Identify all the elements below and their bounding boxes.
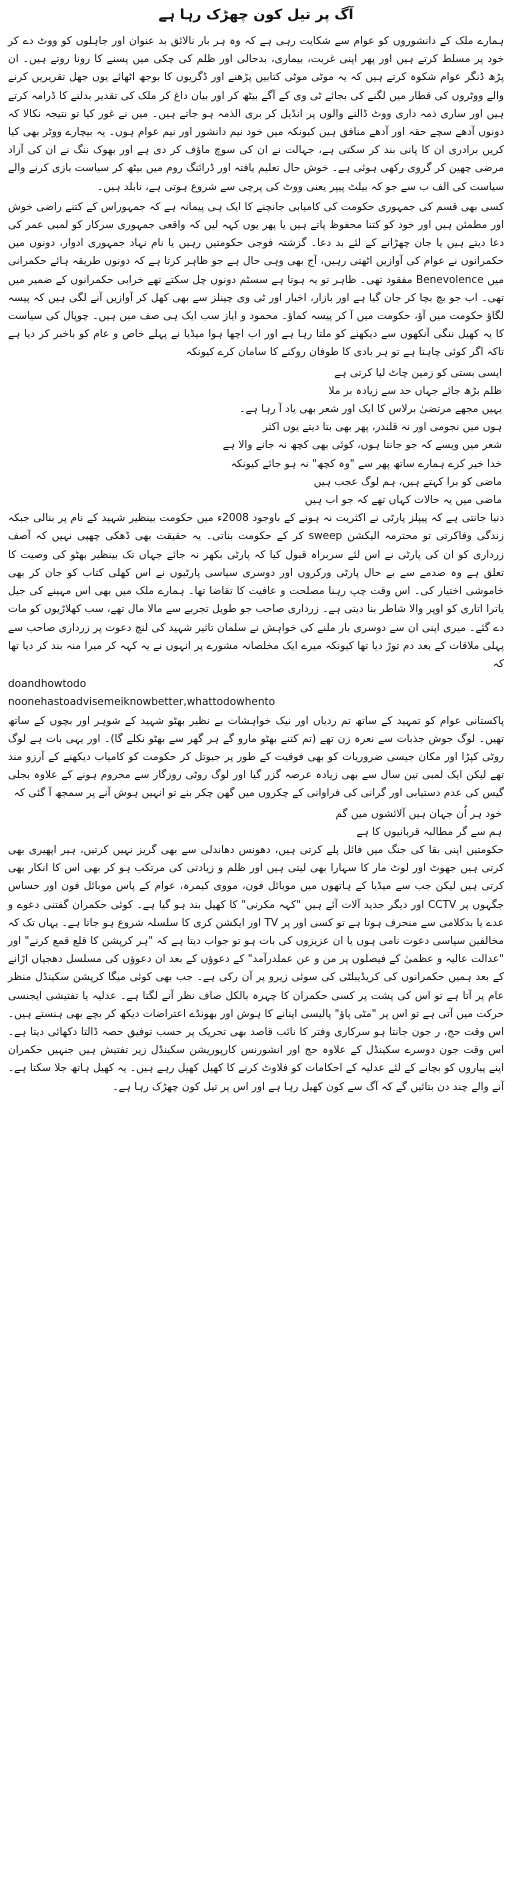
paragraph-5: حکومتیں اپنی بقا کی جنگ میں فائل پلے کرتی ہیں، دھونس دھاندلی سے بھی گریز نہیں کرتیں، ہیر اپھیری بھی کرتی ہیں جھوٹ اور لوٹ مار کا سہارا بھی لیتی ہیں اور ظلم و زیادتی کی مرتکب ہو کر بھی اس کا انکار بھی کرتی ہیں لیکن جب سے میڈیا کے ہاتھوں میں موبائل فون، مووی کیمرہ، عوام کے پاس موبائل فون اور حساس جگہوں پر CCTV اور دیگر جدید آلات آئے ہیں "کہہ مکرنی" کا کھیل بند ہو گیا ہے۔ کوئی حکمران گفتنی دعوے و عدے یا بدکلامی سے منحرف ہوتا ہے تو کسی اور پر TV اور ایکشن کری کا سلسلہ شروع ہو جاتا ہے۔ یہاں تک کہ مخالفین سیاسی دعوت نامی ہوں یا ان عزیزوں کی بات ہو تو جواب دیتا ہے کہ "ہر کرپشن کا قلع قمع کرنے" اور "عدالت عالیہ و عظمیٰ کے فیصلوں پر من و عن عملدرآمد" کے دعوؤں کے بعد ان دعوؤں کی مسلسل دھجیاں اڑانے کے بعد ہمیں حکمرانوں کی کریڈیبلٹی کی سوئی زیرو پر آن رکی ہے۔ جب بھی کوئی میگا کرپشن سکینڈل منظر عام پر آتا ہے تو اس کی پشت پر کسی حکمران کا چہرہ بالکل صاف نظر آنے لگتا ہے۔ عدلیہ یا تفتیشی ایجنسی حرکت میں آتی ہے تو اس پر "مٹی پاؤ" پالیسی اپنانے کا ہوش اور بھونڈے اعتراضات دیکھ کر بچے بھی ہنستے ہیں۔ اس وقت حج، ر جون جانتا ہو سرکاری وفتر کا نائب قاصد بھی تحریک پر حسب توفیق حصہ ڈالتا دکھائی دیتا ہے۔ اس وقت جون دوسرے سکینڈل کے علاوہ حج اور انشورنس کارپوریشن سکینڈل زیر تفتیش ہیں جنہیں حکمران اپنے پیاروں کو بچانے کے لئے عدلیہ کے احکامات کو فلاوٹ کرنے کا کھیل کھیل رہے ہیں۔ یہ کھیل ہاتھ جلا سکتا ہے۔ آنے والے چند دن بتائیں گے کہ آگ سے کون کھیل رہا ہے اور اس پر تیل کون چھڑک رہا ہے۔ — [8, 843, 504, 1093]
verse-line: ایسی بستی کو زمین چاٹ لیا کرتی ہے — [334, 366, 502, 379]
latin-term-benevolence: Benevolence — [415, 273, 484, 286]
english-quote-line-1: doandhowtodo — [8, 678, 87, 691]
verse-line: یہیں مجھے مرتضیٰ برلاس کا ایک اور شعر بھی یاد آ رہا ہے۔ — [239, 403, 502, 416]
article-body — [8, 32, 504, 1096]
verse-line: شعر میں ویسے کہ جو جانتا ہوں، کوئی بھی کچھ نہ جانے والا ہے — [222, 439, 502, 452]
paragraph-2 — [8, 198, 504, 362]
verse-line: ماضی کو برا کہتے ہیں، ہم لوگ عجب ہیں — [313, 475, 502, 488]
verse-line: ماضی میں یہ حالات کہاں تھے کہ جو اب ہیں — [304, 494, 502, 507]
verse-line: ہم سے گر مطالبہ قربانیوں کا ہے — [356, 825, 502, 838]
verse-line: خود ہر اُن جہان ہیں آلائشوں میں گم — [335, 807, 502, 820]
article-title: آگ پر تیل کون چھڑک رہا ہے — [158, 7, 354, 23]
paragraph-2-part-b: مفقود تھی۔ ظاہر تو یہ ہوتا ہے سسٹم دونوں چل سکتے تھے خرابی حکمرانوں کے ضمیر میں تھی۔ اب جو بچ بچا کر جان گیا ہے اور بازار، اخبار اور ٹی وی چینلز سے بھی کھل کر آوازیں آنے لگی ہیں کہ پیسہ لگاؤ حکومت میں آؤ، حکومت میں آ کر پیسہ کماؤ۔ محمود و ایاز سب ایک ہی صف میں ہیں۔ چوپال کی سیاست کا یہ کھیل ننگی آنکھوں سے دیکھنے کو ملتا رہا ہے اور اب اچھا ہوا میڈیا نے پہلے خاص و عام کو باخبر کر دیا ہے تاکہ اگر کوئی چاہتا ہے تو ہر بادی کا طوفان روکنے کا سامان کرے کیونکہ — [8, 273, 504, 359]
verse-line: خدا خیر کرے ہمارے ساتھ پھر سے "وہ کچھ" نہ ہو جائے کیونکہ — [230, 457, 502, 470]
paragraph-4: پاکستانی عوام کو تمہید کے ساتھ تم ردیاں اور نیک خواہشات بے نظیر بھٹو شہید کے شوہر اور بچوں کے ساتھ تھیں۔ لوگ جوش جذبات سے نعرہ زن تھے (تم کتنے بھٹو مارو گے ہر گھر سے بھٹو نکلے گا)۔ اور یہی بات ہے لوگ روٹی کپڑا اور مکان جیسی ضروریات کو بھی فوقیت کے طور پر جیوتل کر حکومت کو کامیاب دیکھنے کے آرزو مند تھے لیکن ایک لمبی تین سال سے بھی زیادہ عرصہ گزر گیا اور لوگ روٹی روزگار سے محروم ہونے کے علاوہ بجلی گیس کی عدم دستیابی اور گرانی کی فراوانی کے چکروں میں گھن چکر بنے تو انہیں ہوش آنے پر سمجھ آ گئی کہ — [8, 714, 504, 800]
paragraph-3: دنیا جانتی ہے کہ پیپلز پارٹی نے اکثریت نہ ہونے کے باوجود 2008ء میں حکومت بینظیر شہید کے نام پر بنالی جبکہ زندگی وفاکرتی تو محترمہ الیکشن sweep کر کے حکومت بناتی۔ یہ حقیقت بھی ڈھکی چھپی نہیں کہ آصف زرداری کو ان کی پارٹی نے اس لئے سربراہ قبول کیا کہ پارٹی بکھر نہ جائے جہاں تک بینظیر بھٹو کی وصیت کا تعلق ہے وہ صدمے سے بے حال پارٹی ورکروں اور دوسری سیاسی پارٹیوں نے اس کھلی کتاب کو جان کر بھی خاموشی اختیار کی۔ اس وقت چپ رہنا مصلحت و عافیت کا تقاضا تھا۔ ہمارے ملک میں بھی اس مہینے کی جیل یاترا اتاری کو اوپر والا شاطر بنا دیتی ہے۔ زرداری صاحب جو طویل تجربے سے مالا مال تھے، سب کھلاڑیوں کو مات دے گئے۔ میری اپنی ان سے دوسری بار ملنے کی خواہش نے سلمان تاثیر شہید کی لنچ دعوت پر زرداری صاحب سے پہلی ملاقات کے بعد دم توڑ دیا تھا کیونکہ میرے ایک مخلصانہ مشورے پر انہوں نے یہ کہہ کر میرا منہ بند کر دیا تھا کہ — [8, 512, 505, 670]
verse-line: ظلم بڑھ جائے جہاں حد سے زیادہ بر ملا — [328, 384, 502, 397]
verse-line: ہوں میں نجومی اور نہ قلندر، پھر بھی بتا دیتے یوں اکثر — [262, 421, 502, 434]
paragraph-1: ہمارے ملک کے دانشوروں کو عوام سے شکایت رہی ہے کہ وہ ہر بار نالائق بد عنوان اور جاہلوں کو ووٹ دے کر خود پر مسلط کرتے ہیں اور پھر اپنی غربت، بیماری، بدحالی اور ظلم کی چکی میں پسنے کا رونا روتے ہیں۔ ان پڑھ ڈنگر عوام شکوہ کرتے ہیں کہ یہ موٹی موٹی کتابیں پڑھنے اور ڈگریوں کا بوجھ اٹھائے یوں جھل تقریریں کرنے والے ووٹروں کی قطار میں لگنے کی بجائے ٹی وی کے آگے بیٹھ کر اور بیان داغ کر ملک کی تقدیر بدلنے کا ڈرامہ کرتے ہیں اور ساری ذمہ داری ووٹ ڈالنے والوں پر انڈیل کر بری الذمہ ہو جاتے ہیں۔ میں نے غور کیا تو نتیجہ نکالا کہ دونوں آدھے سچے حقہ اور آدھے منافق ہیں کیونکہ میں خود نیم دانشور اور نیم عوام ہوں۔ یہ بیچارے ووٹر بھی کیا کریں برادری ان کا پانی بند کر سکتی ہے، جہالت نے ان کی سوچ ماؤف کر دی ہے اور بھوک ننگ نے ان کی آزاد مرضی چھین کر گروی رکھی ہوئی ہے۔ خوش حال تعلیم یافتہ اور ڈرائنگ روم میں بیٹھ کر سیاست بازی کرنے والے سیاست کی الف ب سے جو کہ بیلٹ پیپر یعنی ووٹ کی پرچی سے شروع ہوتی ہے، نابلد ہیں۔ — [8, 35, 504, 193]
paragraph-2-part-a: کسی بھی قسم کی جمہوری حکومت کی کامیابی جانچنے کا ایک ہی پیمانہ ہے کہ جمہوراس کے کتنے راضی خوش اور مطمئن ہیں اور خود کو کتنا محفوظ پاتے ہیں یا پھر یوں کہہ لیں کہ واقعی جمہوری سرکار کو لمبی عمر کی دعا دیتے ہیں یا جان چھڑانے کے لئے بد دعا۔ گزشتہ فوجی حکومتیں رہیں یا نام نہاد جمہوری ادوار، دونوں میں حکمرانوں نے عوام کی آوازیں اٹھتی رہیں، آج بھی وہی حال ہے جو ظاہر کرتا ہے کہ دونوں طریقہ ہائے حکمرانی میں — [8, 200, 504, 286]
english-quote-line-2: noonehastoadvisemeiknowbetter,whattodowhento — [8, 696, 276, 709]
